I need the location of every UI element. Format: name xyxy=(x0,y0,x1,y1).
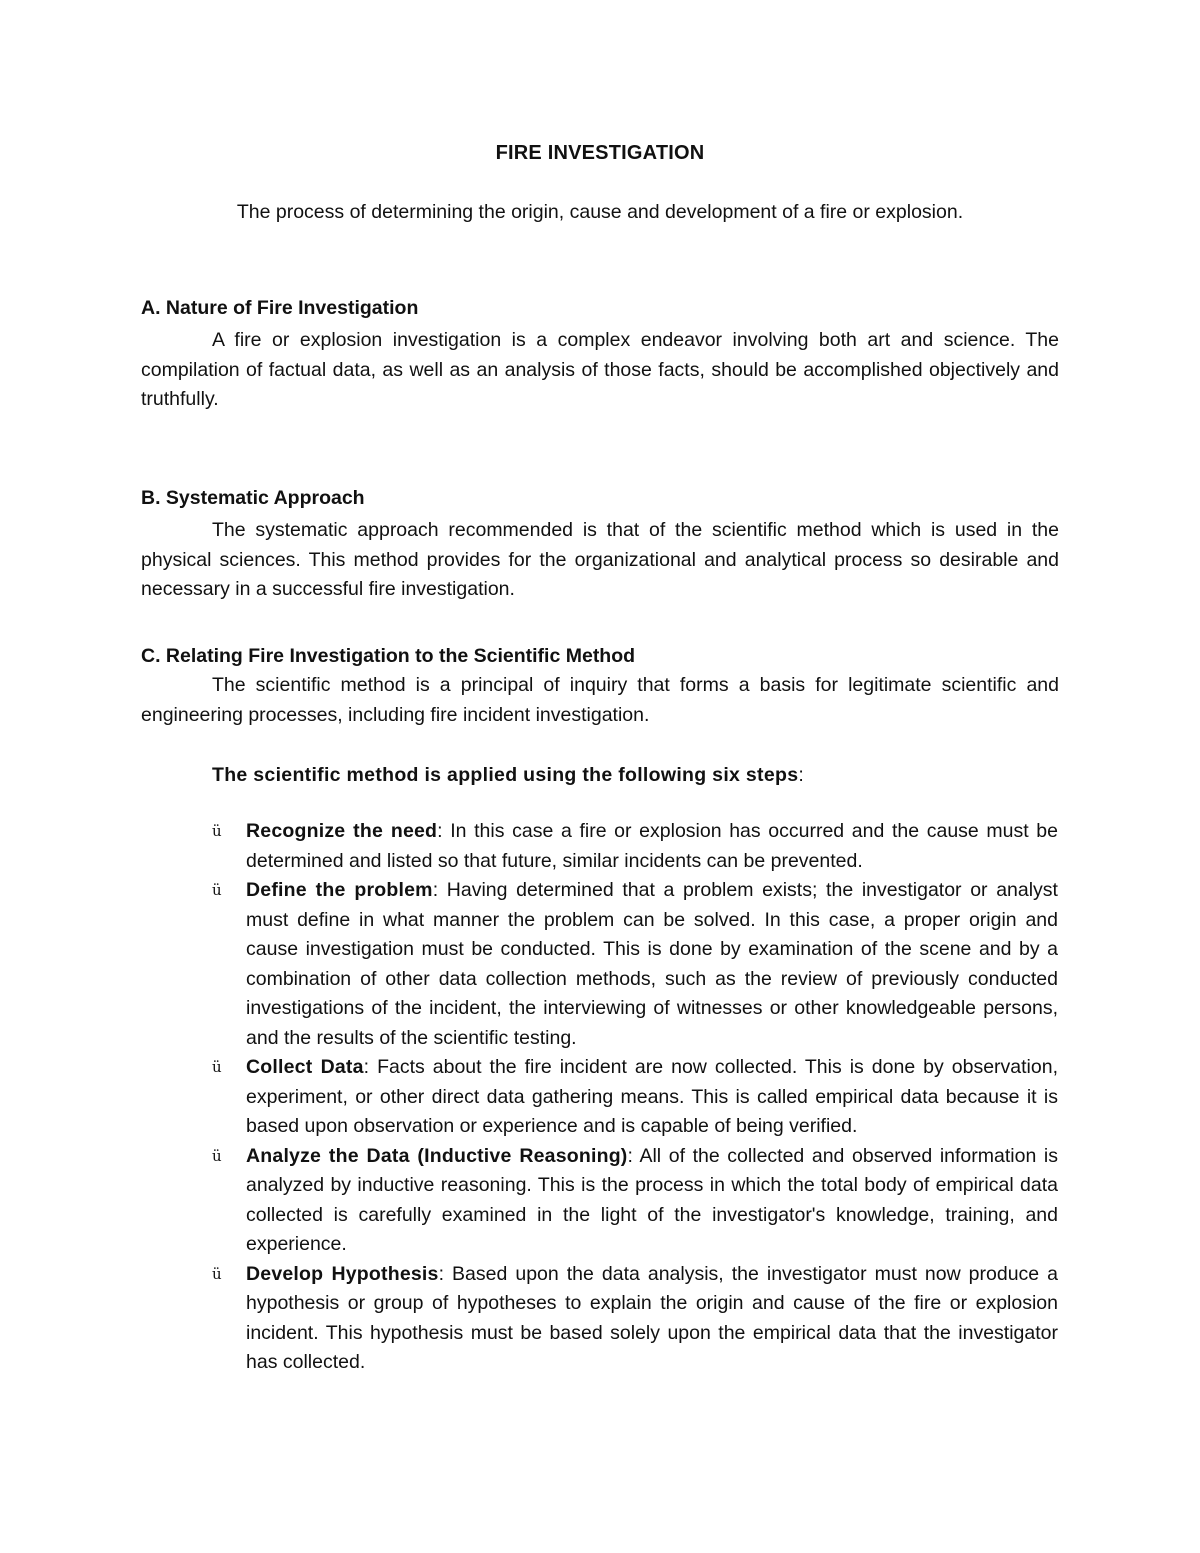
section-scientific-method xyxy=(141,641,1059,730)
step-text: : Having determined that a problem exists; the investigator or analyst must define in what manner the problem can be solved. In this case, a proper origin and cause investigation must be conducted. This is done by examination of the scene and by a combination of other data collection methods, such as the review of previously conducted investigations of the incident, the interviewing of witnesses or other knowledgeable persons, and the results of the scientific testing. xyxy=(246,879,1058,1049)
section-body: The systematic approach recommended is that of the scientific method which is used in the physical sciences. This method provides for the organizational and analytical process so desirable and necessary in a successful fire investigation. xyxy=(141,519,1059,601)
list-item xyxy=(212,1260,1058,1378)
checkmark-bullet-icon: ü xyxy=(212,1264,222,1283)
section-body: A fire or explosion investigation is a complex endeavor involving both art and science. The compilation of factual data, as well as an analysis of those facts, should be accomplished objectively and truthfully. xyxy=(141,329,1059,411)
list-item xyxy=(212,1053,1058,1142)
steps-list xyxy=(212,817,1058,1378)
section-heading: C. Relating Fire Investigation to the Scientific Method xyxy=(141,645,636,667)
list-item xyxy=(212,817,1058,876)
document-definition: The process of determining the origin, cause and development of a fire or explosion. xyxy=(236,201,964,223)
step-label: Collect Data xyxy=(246,1056,364,1078)
checkmark-bullet-icon: ü xyxy=(212,1146,222,1165)
step-text: : Based upon the data analysis, the investigator must now produce a hypothesis or group of hypotheses to explain the origin and cause of the fire or explosion incident. This hypothesis must be based solely upon the empirical data that the investigator has collected. xyxy=(246,1262,1059,1373)
list-item xyxy=(212,1142,1058,1260)
step-text: : Facts about the fire incident are now collected. This is done by observation, experiment, or other direct data gathering means. This is called empirical data because it is based upon observation or experience and is capable of being verified. xyxy=(246,1056,1058,1137)
steps-intro-suffix: : xyxy=(798,764,804,786)
checkmark-bullet-icon: ü xyxy=(212,822,222,840)
step-text: : All of the collected and observed information is analyzed by inductive reasoning. This is the process in which the total body of empirical data collected is carefully examined in the light of the investigator's knowledge, training, and experience. xyxy=(246,1144,1058,1255)
step-label: Define the problem xyxy=(246,879,433,901)
step-label: Develop Hypothesis xyxy=(246,1262,439,1285)
step-label: Analyze the Data (Inductive Reasoning) xyxy=(246,1144,628,1167)
step-text: : In this case a fire or explosion has occurred and the cause must be determined and listed so that future, similar incidents can be prevented. xyxy=(246,820,1058,872)
checkmark-bullet-icon: ü xyxy=(212,1058,222,1076)
section-systematic-approach xyxy=(141,483,1059,605)
checkmark-bullet-icon: ü xyxy=(212,881,222,899)
list-item xyxy=(212,876,1058,1053)
section-heading: A. Nature of Fire Investigation xyxy=(141,297,419,319)
section-nature xyxy=(141,293,1059,415)
document-title: FIRE INVESTIGATION xyxy=(495,142,705,164)
section-body: The scientific method is a principal of inquiry that forms a basis for legitimate scientific and engineering processes, including fire incident investigation. xyxy=(141,674,1059,726)
section-heading: B. Systematic Approach xyxy=(141,487,365,509)
steps-intro-label: The scientific method is applied using the following six steps xyxy=(212,764,799,786)
steps-intro xyxy=(212,760,804,790)
step-label: Recognize the need xyxy=(246,820,438,842)
